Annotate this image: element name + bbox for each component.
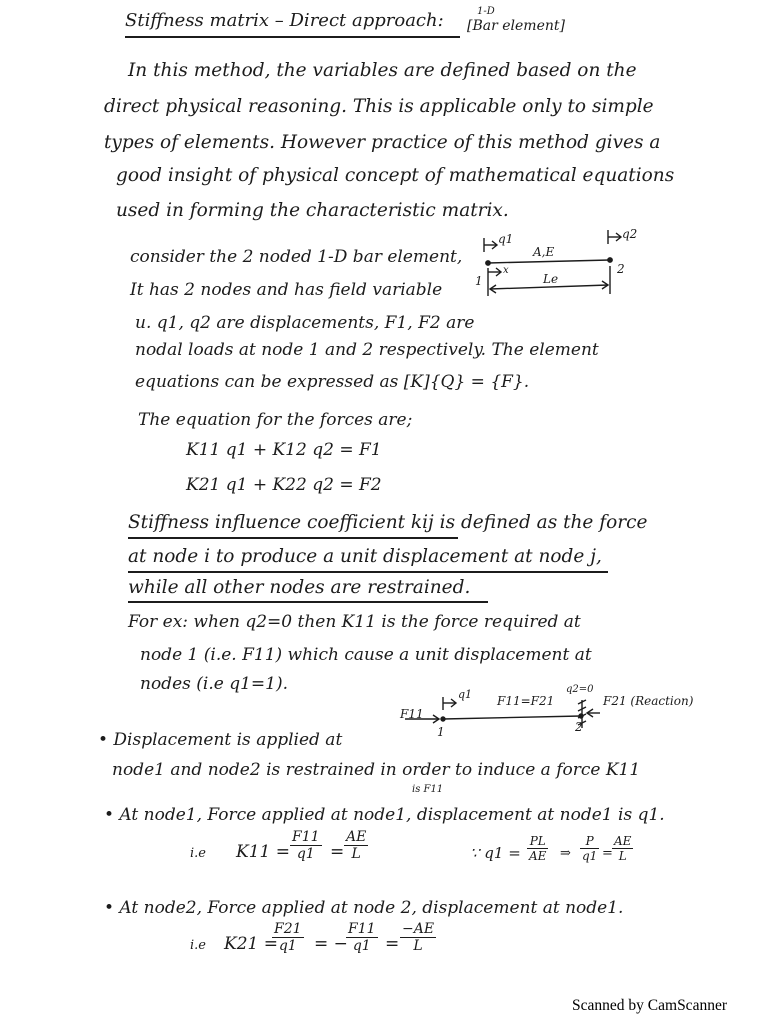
formula2-equals: =	[385, 934, 400, 954]
formula2-neg-equals: = −	[314, 934, 348, 954]
bar-node1-label: 1	[475, 274, 483, 288]
consider-line-6: The equation for the forces are;	[138, 410, 413, 430]
frac-den: L	[618, 849, 627, 863]
reaction-eq-label: F11=F21	[497, 694, 555, 708]
formula1-since: ∵ q1 =	[470, 844, 521, 862]
definition-line-2: at node i to produce a unit displacement at node j,	[128, 546, 602, 567]
force-equation-1: K11 q1 + K12 q2 = F1	[186, 440, 382, 460]
consider-line-1: consider the 2 noded 1-D bar element,	[130, 247, 463, 267]
title-bracket: [Bar element]	[467, 18, 565, 34]
consider-line-5: equations can be expressed as [K]{Q} = {F}.	[135, 372, 530, 392]
formula1-equals-2: =	[602, 846, 613, 861]
reaction-node2-label: 2	[575, 720, 583, 734]
consider-line-3: u. q1, q2 are displacements, F1, F2 are	[135, 313, 475, 333]
reaction-node-1	[441, 717, 445, 721]
intro-line-3: types of elements. However practice of this method gives a	[104, 132, 661, 153]
fraction-f21-over-q1	[272, 921, 304, 954]
frac-den: q1	[582, 849, 598, 863]
reaction-q1-label: q1	[458, 688, 473, 701]
bullet-2: • At node1, Force applied at node1, displacement at node1 is q1.	[104, 805, 665, 825]
formula2-k21: K21 =	[224, 934, 278, 954]
formula2-ie: i.e	[190, 938, 206, 953]
formula1-ie: i.e	[190, 846, 206, 861]
bullet-is-f11-note: is F11	[412, 784, 444, 795]
frac-num: F21	[274, 921, 302, 937]
frac-num: AE	[614, 834, 632, 848]
fraction-neg-ae-over-l	[400, 921, 436, 954]
bar-q2-label: q2	[622, 227, 638, 241]
definition-line-1: Stiffness influence coefficient kij is defined as the force	[128, 512, 648, 533]
fraction-ae-over-l	[344, 829, 368, 862]
consider-line-4: nodal loads at node 1 and 2 respectively. The element	[135, 340, 599, 360]
frac-den: L	[351, 846, 361, 862]
frac-num: PL	[527, 834, 548, 849]
title-superscript: 1-D	[477, 6, 495, 17]
bar-q1-label: q1	[498, 232, 514, 246]
frac-den: q1	[296, 846, 315, 862]
formula1-k11: K11 =	[236, 842, 290, 862]
intro-line-1: In this method, the variables are defined based on the	[128, 60, 637, 81]
example-line-3: nodes (i.e q1=1).	[140, 674, 288, 694]
bar-props-label: A,E	[533, 245, 555, 259]
frac-num: AE	[346, 829, 367, 845]
frac-den: AE	[529, 849, 547, 863]
example-line-2: node 1 (i.e. F11) which cause a unit displacement at	[140, 645, 592, 665]
reaction-f21-label: F21 (Reaction)	[603, 694, 694, 708]
frac-num: F11	[292, 829, 320, 845]
bullet-3: • At node2, Force applied at node 2, displacement at node1.	[104, 898, 624, 918]
example-line-1: For ex: when q2=0 then K11 is the force required at	[128, 612, 581, 632]
bar-node2-label: 2	[617, 262, 625, 276]
intro-line-4: good insight of physical concept of mathematical equations	[116, 165, 675, 186]
fraction-ae-over-l-2	[612, 834, 633, 863]
definition-line-3: while all other nodes are restrained.	[128, 577, 471, 598]
reaction-q2zero-label: q2=0	[566, 684, 594, 695]
bullet-1-line-1: • Displacement is applied at	[98, 730, 343, 750]
fraction-f11-over-q1-2	[346, 921, 378, 954]
intro-line-5: used in forming the characteristic matrix.	[116, 200, 509, 221]
fraction-pl-over-ae	[527, 834, 548, 863]
reaction-f11-label: F11	[400, 707, 424, 721]
reaction-node1-label: 1	[437, 725, 445, 739]
bullet-1-line-2: node1 and node2 is restrained in order to induce a force K11	[112, 760, 641, 780]
bar-le-label: Le	[543, 272, 559, 286]
formula1-equals: =	[330, 842, 345, 862]
frac-den: L	[413, 938, 423, 954]
frac-num: P	[580, 834, 599, 849]
page-title: Stiffness matrix – Direct approach:	[125, 10, 444, 31]
fraction-p-over-q1	[580, 834, 599, 863]
intro-line-2: direct physical reasoning. This is applicable only to simple	[104, 96, 654, 117]
force-equation-2: K21 q1 + K22 q2 = F2	[186, 475, 382, 495]
consider-line-2: It has 2 nodes and has field variable	[130, 280, 443, 300]
formula1-implies: ⇒	[560, 846, 571, 861]
frac-den: q1	[352, 938, 371, 954]
scanner-watermark: Scanned by CamScanner	[572, 997, 727, 1014]
reaction-bar-line	[443, 716, 581, 719]
frac-num: −AE	[402, 921, 435, 937]
frac-num: F11	[348, 921, 376, 937]
bar-x-label: x	[503, 265, 509, 276]
frac-den: q1	[278, 938, 297, 954]
fraction-f11-over-q1	[290, 829, 322, 862]
